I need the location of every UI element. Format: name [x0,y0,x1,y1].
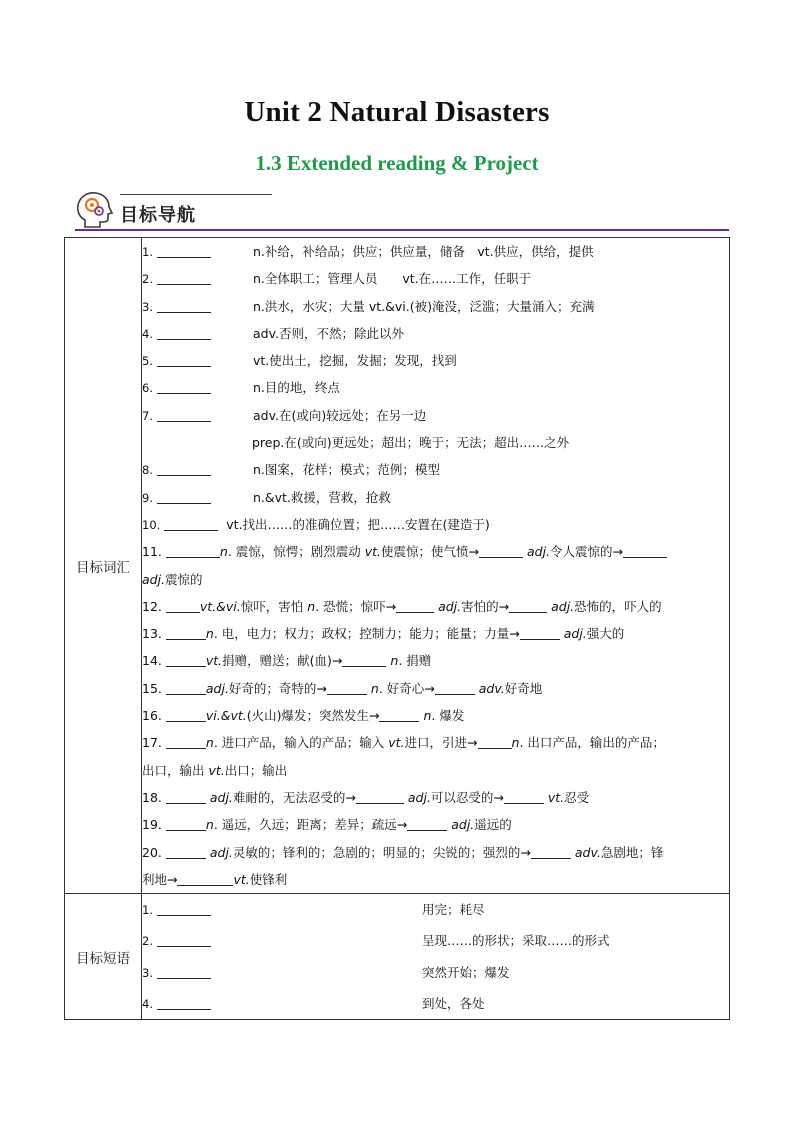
vocab-item: 2. n.全体职工；管理人员 vt.在……工作，任职于 [142,271,532,287]
phrase-item: 1. 用完；耗尽 [142,902,485,918]
answer-blank[interactable] [157,298,211,313]
answer-blank[interactable] [166,652,206,667]
vocab-item: 13. n. 电，电力；权力；政权；控制力；能力；能量；力量→ adj.强大的 [142,626,625,642]
phrase-item: 2. 呈现……的形状；采取……的形式 [142,933,610,949]
vocab-item: 20. adj.灵敏的；锋利的；急剧的；明显的；尖锐的；强烈的→ adv.急剧地；锋 [142,844,664,860]
vocab-item: 5. vt.使出土，挖掘，发掘；发现，找到 [142,353,457,369]
vocab-item: 16. vi.&vt.(火山)爆发；突然发生→ n. 爆发 [142,708,465,724]
vocab-item: 17. n. 进口产品，输入的产品；输入 vt.进口，引进→ n. 出口产品，输出的产品； [142,735,665,751]
answer-blank[interactable] [342,652,386,667]
answer-blank[interactable] [166,816,206,831]
answer-blank[interactable] [164,516,218,531]
answer-blank[interactable] [177,871,233,886]
section-title: 目标导航 [120,205,196,226]
answer-blank[interactable] [520,625,560,640]
phrase-item: 4. 到处，各处 [142,995,485,1011]
vocab-item: 15. adj.好奇的；奇特的→ n. 好奇心→ adv.好奇地 [142,680,543,696]
phrases-row [65,894,730,1020]
answer-blank[interactable] [157,407,211,422]
answer-blank[interactable] [166,543,220,558]
vocab-item-continued: 出口，输出 vt.出口；输出 [142,762,288,778]
answer-blank[interactable] [157,995,211,1010]
phrase-item: 3. 突然开始；爆发 [142,964,510,980]
vocab-category: 目标词汇 [65,238,142,894]
answer-blank[interactable] [157,352,211,367]
answer-blank[interactable] [166,625,206,640]
vocab-row [65,238,730,894]
answer-blank[interactable] [166,844,206,859]
vocab-item: 19. n. 遥远，久远；距离；差异；疏远→ adj.遥远的 [142,817,512,833]
answer-blank[interactable] [157,489,211,504]
phrases-category: 目标短语 [65,894,142,1020]
answer-blank[interactable] [157,379,211,394]
vocab-item: 14. vt.捐赠，赠送；献(血)→ n. 捐赠 [142,653,432,669]
vocab-item: 11. n. 震惊，惊愕；剧烈震动 vt.使震惊；使气愤→ adj.令人震惊的→ [142,538,729,565]
answer-blank[interactable] [396,598,434,613]
head-gears-icon [75,190,113,230]
page-title: Unit 2 Natural Disasters [244,96,550,128]
answer-blank[interactable] [504,789,544,804]
answer-blank[interactable] [166,789,206,804]
vocab-content [142,238,730,894]
vocab-item: 9. n.&vt.救援，营救，抢救 [142,489,391,505]
vocab-item: 18. adj.难耐的，无法忍受的→ adj.可以忍受的→ vt.忍受 [142,789,590,805]
vocab-item: 8. n.图案，花样；模式；范例；模型 [142,462,440,478]
answer-blank[interactable] [478,734,512,749]
answer-blank[interactable] [356,789,404,804]
answer-blank[interactable] [157,461,211,476]
phrases-content [142,894,730,1020]
answer-blank[interactable] [157,932,211,947]
header-overline [120,194,272,195]
vocab-item-continued: 利地→ vt.使锋利 [142,871,288,887]
answer-blank[interactable] [157,901,211,916]
answer-blank[interactable] [157,270,211,285]
vocab-item-continued: prep.在(或向)更远处；超出；晚于；无法；超出……之外 [252,435,570,451]
header-divider [75,229,729,231]
vocab-item: 3. n.洪水，水灾；大量 vt.&vi.(被)淹没，泛滥；大量涌入；充满 [142,298,595,314]
vocab-item: 10. vt.找出……的准确位置；把……安置在(建造于) [142,516,490,532]
answer-blank[interactable] [407,816,447,831]
answer-blank[interactable] [157,325,211,340]
answer-blank[interactable] [435,680,475,695]
vocab-item: 1. n.补给，补给品；供应；供应量，储备 vt.供应，供给，提供 [142,244,594,259]
section-header [75,190,729,232]
vocab-item: 4. adv.否则，不然；除此以外 [142,325,404,341]
answer-blank[interactable] [509,598,547,613]
answer-blank[interactable] [157,243,211,258]
answer-blank[interactable] [166,680,206,695]
vocabulary-table [64,237,730,1020]
answer-blank[interactable] [479,543,523,558]
answer-blank[interactable] [166,734,206,749]
answer-blank[interactable] [166,707,206,722]
vocab-item: 12. vt.&vi.惊吓，害怕 n. 恐慌；惊吓→ adj.害怕的→ adj.恐怖的，吓人的 [142,598,662,614]
page-subtitle: 1.3 Extended reading & Project [255,151,539,175]
answer-blank[interactable] [327,680,367,695]
vocab-item: 6. n.目的地，终点 [142,380,340,396]
answer-blank[interactable] [379,707,419,722]
answer-blank[interactable] [157,964,211,979]
answer-blank[interactable] [623,543,667,558]
answer-blank[interactable] [531,844,571,859]
vocab-item: 7. adv.在(或向)较远处；在另一边 [142,407,427,423]
answer-blank[interactable] [166,598,200,613]
vocab-item-continued: adj.震惊的 [142,571,203,587]
